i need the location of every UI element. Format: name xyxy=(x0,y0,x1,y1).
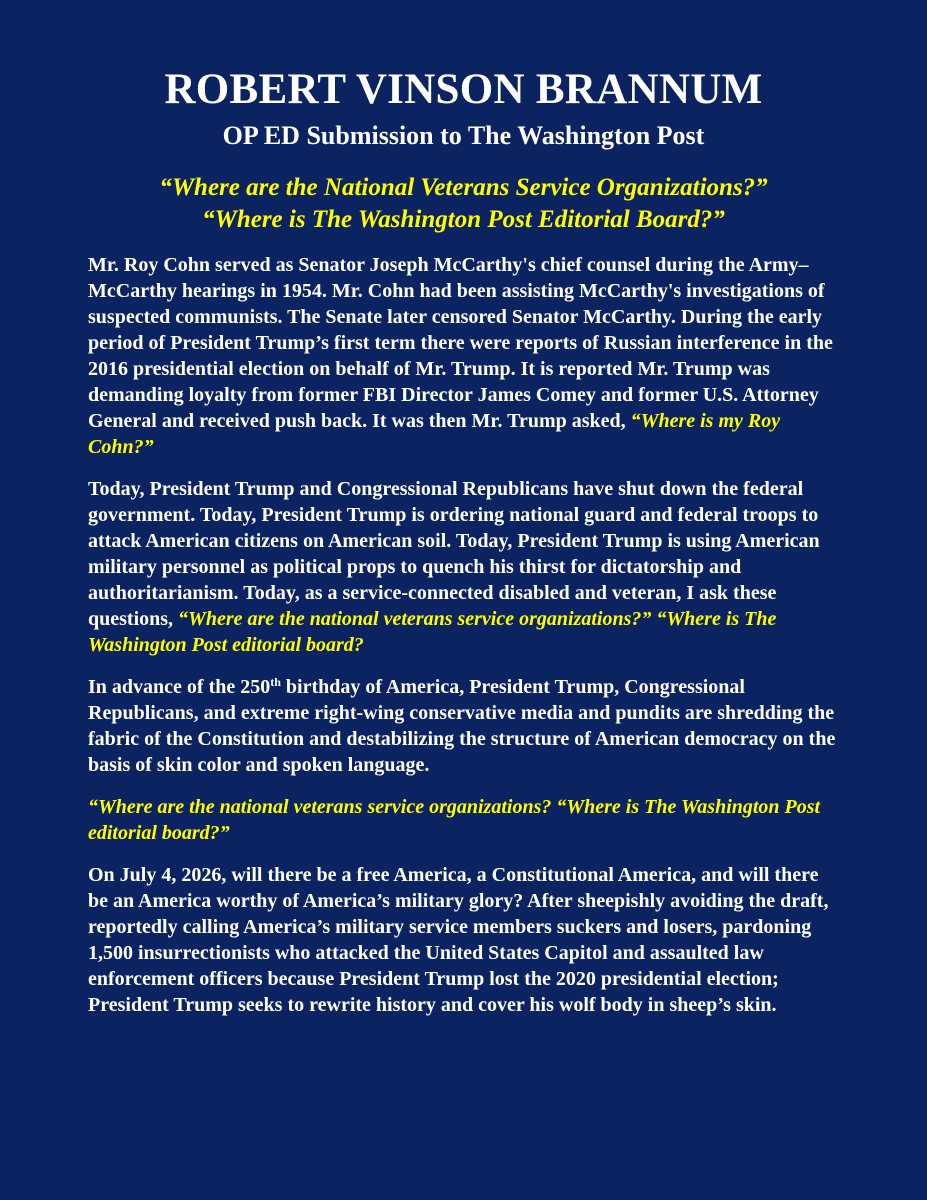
paragraph-3-superscript: th xyxy=(270,675,281,689)
paragraph-today xyxy=(88,476,839,658)
paragraph-quote-repeat xyxy=(88,794,839,846)
submission-subtitle: OP ED Submission to The Washington Post xyxy=(222,121,705,150)
paragraph-4-quote: “Where are the national veterans service organizations? “Where is The Washington Post editorial board?” xyxy=(88,796,821,844)
paragraph-3-text-after: birthday of America, President Trump, Congressional Republicans, and extreme right-wing conservative media and pundits are shredding the fabric of the Constitution and destabilizing the structure of American democracy on the basis of skin color and spoken language. xyxy=(88,676,836,776)
opening-quote-line-2: “Where is The Washington Post Editorial Board?” xyxy=(202,206,725,233)
paragraph-2-quote: “Where are the national veterans service organizations?” “Where is The Washington Post editorial board? xyxy=(88,608,777,656)
paragraph-roy-cohn xyxy=(88,252,839,460)
paragraph-1-quote: “Where is my Roy Cohn?” xyxy=(88,410,781,458)
paragraph-2-text: Today, President Trump and Congressional Republicans have shut down the federal government. Today, President Trump is ordering national guard and federal troops to attack American citizens on American soil. Today, President Trump is using American military personnel as political props to quench his thirst for dictatorship and authoritarianism. Today, as a service-connected disabled and veteran, I ask these questions, xyxy=(88,478,820,630)
paragraph-250th-birthday xyxy=(88,674,839,778)
paragraph-5-text: On July 4, 2026, will there be a free America, a Constitutional America, and will there be an America worthy of America’s military glory? After sheepishly avoiding the draft, reportedly calling America’s military service members suckers and losers, pardoning 1,500 insurrectionists who attacked the United States Capitol and assaulted law enforcement officers because President Trump lost the 2020 presidential election; President Trump seeks to rewrite history and cover his wolf body in sheep’s skin. xyxy=(88,864,829,1016)
opening-quotes xyxy=(88,172,839,236)
author-name-title: ROBERT VINSON BRANNUM xyxy=(164,66,763,113)
paragraph-3-text-before: In advance of the 250 xyxy=(88,676,271,698)
paragraph-1-text: Mr. Roy Cohn served as Senator Joseph McCarthy's chief counsel during the Army–McCarthy hearings in 1954. Mr. Cohn had been assisting McCarthy's investigations of suspected communists. The Senate later censored Senator McCarthy. During the early period of President Trump’s first term there were reports of Russian interference in the 2016 presidential election on behalf of Mr. Trump. It is reported Mr. Trump was demanding loyalty from former FBI Director James Comey and former U.S. Attorney General and received push back. It was then Mr. Trump asked, xyxy=(88,254,833,432)
paragraph-july-4 xyxy=(88,862,839,1018)
opening-quote-line-1: “Where are the National Veterans Service Organizations?” xyxy=(159,174,768,201)
